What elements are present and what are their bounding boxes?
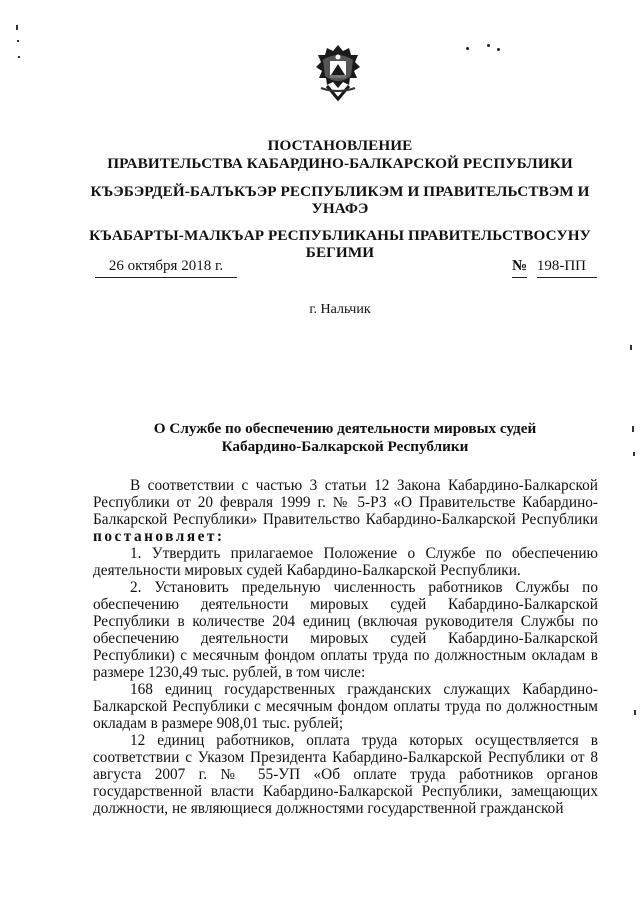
title-line-1: О Службе по обеспечению деятельности мировых судей [153, 420, 537, 437]
city-name: г. Нальчик [309, 302, 371, 317]
number-value: 198-ПП [537, 258, 597, 278]
doc-type-heading: ПОСТАНОВЛЕНИЕ [267, 137, 413, 154]
document-body [93, 477, 598, 817]
title-line-2: Кабардино-Балкарской Республики [221, 438, 469, 455]
document-title [110, 420, 580, 456]
document-date: 26 октября 2018 г. [95, 258, 237, 278]
decree-word: постановляет: [93, 528, 225, 545]
margin-mark [16, 25, 18, 30]
issuer-heading-kabardian-cont: УНАФЭ [311, 200, 369, 217]
scan-speck [487, 44, 490, 47]
margin-mark [632, 426, 634, 432]
paragraph-1: 1. Утвердить прилагаемое Положение о Службе по обеспечению деятельности мировых судей Кабардино-Балкарской Республики. [93, 545, 598, 579]
paragraph-3: 168 единиц государственных гражданских служащих Кабардино-Балкарской Республики с месячным фондом оплаты труда по должностным окладам в размере 908,01 тыс. рублей; [93, 681, 598, 732]
margin-mark [634, 710, 636, 715]
paragraph-2: 2. Установить предельную численность работников Службы по обеспечению деятельности мировых судей Кабардино-Балкарской Республики в количестве 204 единиц (включая руководителя Службы по обеспечению деятельности мировых судей Кабардино-Балкарской Республики) с месячным фондом оплаты труда по должностным окладам в размере 1230,49 тыс. рублей, в том числе: [93, 579, 598, 681]
margin-mark [18, 56, 20, 58]
issuer-heading-ru: ПРАВИТЕЛЬСТВА КАБАРДИНО-БАЛКАРСКОЙ РЕСПУБЛИКИ [107, 155, 573, 172]
margin-mark [17, 40, 19, 42]
intro-text: В соответствии с частью 3 статьи 12 Закона Кабардино-Балкарской Республики от 20 февраля 1999 г. № 5-РЗ «О Правительстве Кабардино-Балкарской Республики» Правительство Кабардино-Балкарской Республики [93, 477, 598, 528]
issuer-heading-balkar-cont: БЕГИМИ [305, 244, 375, 261]
number-sign: № [512, 258, 527, 278]
scan-speck [497, 48, 500, 51]
margin-mark [633, 452, 635, 456]
issuer-heading-kabardian: КЪЭБЭРДЕЙ-БАЛЪКЪЭР РЕСПУБЛИКЭМ И ПРАВИТЕЛЬСТВЭМ И [90, 183, 590, 200]
intro-paragraph [93, 477, 598, 545]
scan-speck [466, 47, 469, 50]
margin-mark [630, 345, 632, 350]
document-number [512, 258, 597, 278]
paragraph-4: 12 единиц работников, оплата труда которых осуществляется в соответствии с Указом Президента Кабардино-Балкарской Республики от 8 августа 2007 г. № 55-УП «Об оплате труда работников органов государственной власти Кабардино-Балкарской Республики, замещающих должности, не являющиеся должностями государственной гражданской [93, 732, 598, 817]
coat-of-arms-emblem [313, 42, 363, 102]
issuer-heading-balkar: КЪАБАРТЫ-МАЛКЪАР РЕСПУБЛИКАНЫ ПРАВИТЕЛЬСТВОСУНУ [89, 227, 591, 244]
